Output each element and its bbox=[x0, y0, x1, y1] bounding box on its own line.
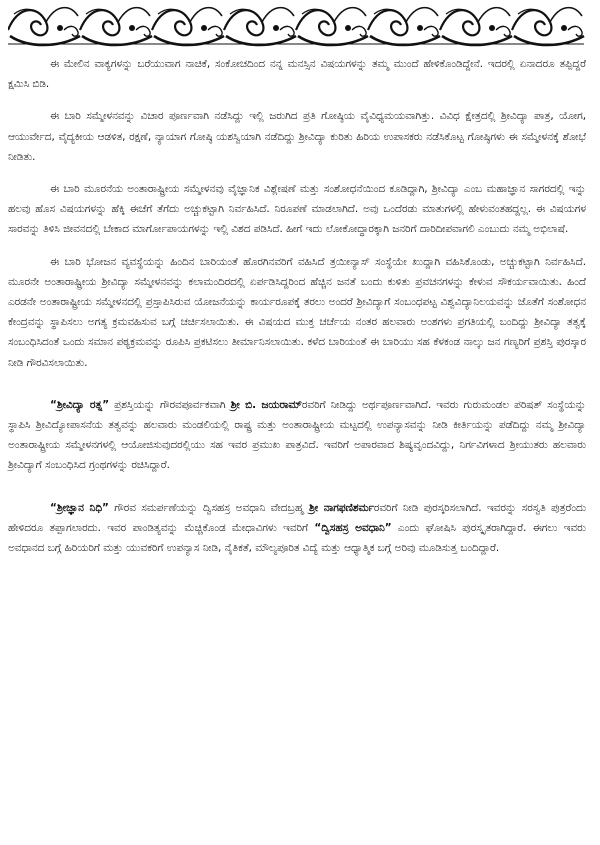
award-text: ರವರಿಗೆ ನೀಡಿ ಪುರಸ್ಕರಿಸಲಾಗಿದೆ. ಇವರನ್ನು ಸರಸ್ವತಿ ಪುತ್ರರೆಂದು ಹೇಳಿದರೂ ತಪ್ಪಾಗಲಾರದು. ಇವರ ಪಾಂಡಿತ್ಯವನ್ನು ಮೆಚ್ಚಿಕೊಂಡ ಮೇಧಾವಿಗಳು ಇವರಿಗೆ bbox=[8, 501, 586, 534]
award-recipient: ಶ್ರೀ ನಾಗಫಣಿಶರ್ಮ bbox=[308, 501, 374, 514]
paragraph-research: ಈ ಬಾರಿ ಮೂರನೆಯ ಅಂತಾರಾಷ್ಟ್ರೀಯ ಸಮ್ಮೇಳನವು ವೈಜ್ಞಾನಿಕ ವಿಶ್ಲೇಷಣೆ ಮತ್ತು ಸಂಶೋಧನೆಯಿಂದ ಕೂಡಿದ್ದಾಗಿ, ಶ್ರೀವಿದ್ಯಾ ಎಂಬ ಮಹಾಜ್ಞಾನ ಸಾಗರದಲ್ಲಿ ಇನ್ನು ಹಲವು ಹೊಸ ವಿಷಯಗಳನ್ನು ಹೆಕ್ಕಿ ಈಚೆಗೆ ತೆಗೆದು ಅಚ್ಚುಕಟ್ಟಾಗಿ ನಿರ್ವಹಿಸಿದೆ. ನಿರೂಪಣೆ ಮಾಡಲಾಗಿದೆ. ಅವು ಒಂದೆರಡು ಮಾತುಗಳಲ್ಲಿ ಹೇಳುವಂತಹದ್ದಲ್ಲ. ಈ ವಿಷಯಗಳ ಸಾರವನ್ನು ತಿಳಿಸಿ ಜೀವನದಲ್ಲಿ ಬೇಕಾದ ಮಾರ್ಗೋಪಾಯಗಳನ್ನು ಇಲ್ಲಿ ವಿಶದ ಪಡಿಸಿದೆ. ಹೀಗೆ ಇದು ಲೋಕೋದ್ಧಾರಕ್ಕಾಗಿ ಜನರಿಗೆ ದಾರಿದೀಪವಾಗಲಿ ಎಂಬುದು ನಮ್ಮ ಅಭಿಲಾಷೆ. bbox=[8, 183, 586, 236]
document-body bbox=[8, 54, 586, 558]
award-title: “ಶ್ರೀಜ್ಞಾನ ನಿಧಿ” bbox=[50, 501, 109, 514]
award-title: “ಶ್ರೀವಿದ್ಯಾ ರತ್ನ” bbox=[50, 398, 110, 411]
award-text: ಎಂದು ಘೋಷಿಸಿ ಪುರಸ್ಕೃತರಾಗಿದ್ದಾರೆ. ಈಗಲು ಇವರು ಅವಧಾನದ ಬಗ್ಗೆ ಹಿರಿಯರಿಗೆ ಮತ್ತು ಯುವಕರಿಗೆ ಉಪನ್ಯಾಸ ನೀಡಿ, ನೈತಿಕತೆ, ಮೌಲ್ಯಪೂರಿತ ವಿದ್ಯೆ ಮತ್ತು ಆಧ್ಯಾತ್ಮಿಕ ಬಗ್ಗೆ ಅರಿವು ಮೂಡಿಸುತ್ತ ಬಂದಿದ್ದಾರೆ. bbox=[8, 521, 586, 555]
award-text: ಪ್ರಶಸ್ತಿಯನ್ನು ಗೌರವಪೂರ್ವಕವಾಗಿ bbox=[109, 398, 231, 411]
paragraph-apology: ಈ ಮೇಲಿನ ವಾಕ್ಯಗಳನ್ನು ಬರೆಯುವಾಗ ನಾಚಿಕೆ, ಸಂಕೋಚದಿಂದ ನನ್ನ ಮನಸ್ಸಿನ ವಿಷಯಗಳನ್ನು ತಮ್ಮ ಮುಂದೆ ಹೇಳಿಕೊಂಡಿದ್ದೇನೆ. ಇದರಲ್ಲಿ ಏನಾದರೂ ತಪ್ಪಿದ್ದರೆ ಕ್ಷಮಿಸಿ ಬಿಡಿ. bbox=[8, 58, 586, 91]
honor-title: “ದ್ವಿಸಹಸ್ರ ಅವಧಾನಿ” bbox=[314, 521, 392, 534]
paragraph-arrangements: ಈ ಬಾರಿ ಭೋಜನ ವ್ಯವಸ್ಥೆಯನ್ನು ಹಿಂದಿನ ಬಾರಿಯಂತೆ ಹೊರಗಿನವರಿಗೆ ವಹಿಸಿದೆ ತ್ರಯೀನ್ಯಾಸ್ ಸಂಸ್ಥೆಯೇ ಖುದ್ದಾಗಿ ವಹಿಸಿಕೊಂಡು, ಅಚ್ಚುಕಟ್ಟಾಗಿ ನಿರ್ವಹಿಸಿದೆ. ಮೂರನೇ ಅಂತಾರಾಷ್ಟ್ರೀಯ ಶ್ರೀವಿದ್ಯಾ ಸಮ್ಮೇಳನವನ್ನು ಕಲಾಮಂದಿರದಲ್ಲಿ ಏರ್ಪಡಿಸಿದ್ದರಿಂದ ಹೆಚ್ಚಿನ ಜನತೆ ಬಂದು ಕುಳಿತು ಪ್ರವಚನಗಳನ್ನು ಕೇಳುವ ಸೌಕರ್ಯವಾಯಿತು. ಹಿಂದೆ ಎರಡನೇ ಅಂತಾರಾಷ್ಟ್ರೀಯ ಸಮ್ಮೇಳನದಲ್ಲಿ ಪ್ರಸ್ತಾಪಿಸಿರುವ ಯೋಜನೆಯನ್ನು ಕಾರ್ಯರೂಪಕ್ಕೆ ತರಲು ಅಂದರೆ ಶ್ರೀವಿದ್ಯಾಗೆ ಸಂಬಂಧಪಟ್ಟ ವಿಶ್ವವಿದ್ಯಾನಿಲಯವನ್ನು ಜೊತೆಗೆ ಸಂಶೋಧನ ಕೇಂದ್ರವನ್ನು ಸ್ಥಾಪಿಸಲು ಅಗತ್ಯ ಕ್ರಮವಹಿಸುವ ಬಗ್ಗೆ ಚರ್ಚಿಸಲಾಯಿತು. ಈ ವಿಷಯದ ಮುಕ್ತ ಚರ್ಚೆಯ ನಂತರ ಹಲವಾರು ಅಂಶಗಳು ಪ್ರಗತಿಯಲ್ಲಿ ಬಂದಿದ್ದು ಶ್ರೀವಿದ್ಯಾ ತತ್ವಕ್ಕೆ ಸಂಬಂಧಿಸಿದಂತೆ ಒಂದು ಸಮಾನ ಪಠ್ಯಕ್ರಮವನ್ನು ರೂಪಿಸಿ ಪ್ರಕಟಿಸಲು ತೀರ್ಮಾನಿಸಲಾಯಿತು. ಕಳೆದ ಬಾರಿಯಂತೆ ಈ ಬಾರಿಯು ಸಹ ಕೆಳಕಂಡ ನಾಲ್ಕು ಜನ ಗಣ್ಯರಿಗೆ ಪ್ರಶಸ್ತಿ ಪುರಸ್ಕಾರ ನೀಡಿ ಗೌರವಿಸಲಾಯಿತು. bbox=[8, 255, 586, 369]
award-text: ಗೌರವ ಸಮರ್ಪಣೆಯನ್ನು ದ್ವಿಸಹಸ್ರ ಅವಧಾನಿ ವೇದಬ್ರಹ್ಮ bbox=[108, 501, 309, 514]
paragraph-award-srijnana-nidhi bbox=[8, 498, 586, 559]
paragraph-sessions: ಈ ಬಾರಿ ಸಮ್ಮೇಳನವನ್ನು ವಿಚಾರ ಪೂರ್ಣವಾಗಿ ನಡೆಸಿದ್ದು ಇಲ್ಲಿ ಜರುಗಿದ ಪ್ರತಿ ಗೋಷ್ಠಿಯ ವೈವಿಧ್ಯಮಯವಾಗಿತ್ತು. ವಿವಿಧ ಕ್ಷೇತ್ರದಲ್ಲಿ ಶ್ರೀವಿದ್ಯಾ ಪಾತ್ರ, ಯೋಗ, ಆಯುರ್ವೇದ, ವೈದ್ಯಕೀಯ ಆಡಳಿತ, ರಕ್ಷಣೆ, ನ್ಯಾಯಾಗ ಗೋಷ್ಠಿ ಯಶಸ್ವಿಯಾಗಿ ನಡೆದಿದ್ದು ಶ್ರೀವಿದ್ಯಾ ಕುರಿತು ಹಿರಿಯ ಉಪಾಸಕರು ನಡೆಸಿಕೊಟ್ಟ ಗೋಷ್ಠಿಗಳು ಈ ಸಮ್ಮೇಳನಕ್ಕೆ ಶೋಭೆ ನೀಡಿತು. bbox=[8, 110, 586, 163]
award-recipient: ಶ್ರೀ ಬಿ. ಜಯರಾಮ್ bbox=[230, 398, 302, 411]
award-text: ರವರಿಗೆ ನೀಡಿದ್ದು ಅರ್ಥಪೂರ್ಣವಾಗಿದೆ. ಇವರು ಗುರುಮಂಡಲ ಪರಿಷತ್ ಸಂಸ್ಥೆಯನ್ನು ಸ್ಥಾಪಿಸಿ ಶ್ರೀವಿದ್ಯೋಪಾಸನೆಯ ತತ್ವವನ್ನು ಹಲವಾರು ಮಂಡಲಿಯಲ್ಲಿ ರಾಷ್ಟ್ರ ಮತ್ತು ಅಂತಾರಾಷ್ಟ್ರೀಯ ಮಟ್ಟದಲ್ಲಿ ಉಪನ್ಯಾಸವನ್ನು ನೀಡಿ ಕೀರ್ತಿಯನ್ನು ಪಡೆದಿದ್ದು ನಮ್ಮ ಶ್ರೀವಿದ್ಯಾ ಅಂತಾರಾಷ್ಟ್ರೀಯ ಸಮ್ಮೇಳನಗಳಲ್ಲಿ ಆಯೋಜಿಸುವುದರಲ್ಲಿಯು ಸಹ ಇವರ ಪ್ರಮುಖ ಪಾತ್ರವಿದೆ. ಇವರಿಗೆ ಅಪಾರವಾದ ಶಿಷ್ಯವೃಂದವಿದ್ದು, ನಿರ್ಗವಿಗಳಾದ ಶ್ರೀಯುತರು ಹಲವಾರು ಶ್ರೀವಿದ್ಯಾಗೆ ಸಂಬಂಧಿಸಿದ ಗ್ರಂಥಗಳನ್ನು ರಚಿಸಿದ್ದಾರೆ. bbox=[8, 398, 586, 472]
scroll-ornament-border-icon bbox=[8, 0, 586, 52]
paragraph-award-srividya-ratna bbox=[8, 395, 586, 476]
